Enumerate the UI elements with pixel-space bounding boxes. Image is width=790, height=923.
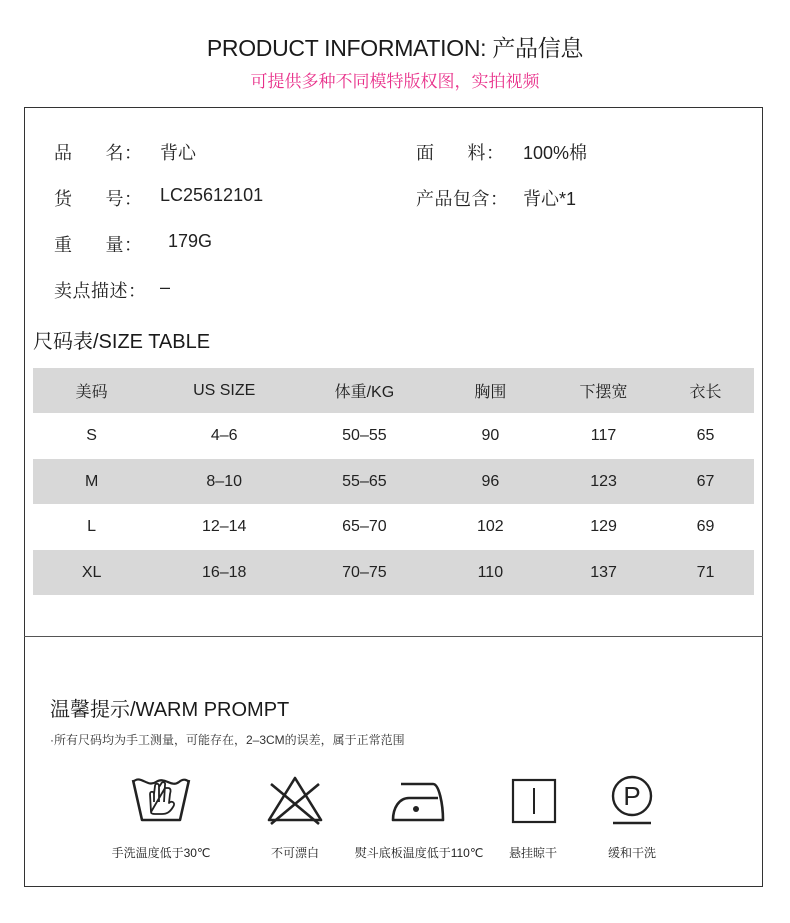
table-cell: 8–10 bbox=[206, 472, 242, 490]
table-cell: 50–55 bbox=[342, 427, 387, 444]
column-header: US SIZE bbox=[193, 381, 256, 399]
care-item-dry-clean bbox=[567, 772, 697, 861]
column-header: 下摆宽 bbox=[579, 384, 628, 401]
care-label: 熨斗底板温度低于110℃ bbox=[354, 846, 484, 860]
care-item-no-bleach bbox=[230, 772, 360, 861]
care-item-hand-wash bbox=[96, 772, 226, 861]
care-label: 悬挂晾干 bbox=[508, 846, 557, 860]
size-table-title: 尺码表/SIZE TABLE bbox=[33, 331, 211, 353]
table-cell: 12–14 bbox=[201, 518, 247, 535]
size-table bbox=[33, 368, 754, 595]
table-cell: 67 bbox=[696, 472, 715, 490]
weight-value: 179G bbox=[168, 231, 213, 251]
table-row bbox=[33, 550, 754, 595]
table-row bbox=[33, 504, 754, 550]
table-cell: 71 bbox=[696, 563, 715, 581]
weight-label: 重 量： bbox=[54, 235, 143, 255]
column-header: 体重/KG bbox=[334, 384, 395, 401]
table-row bbox=[33, 459, 754, 504]
table-cell: 110 bbox=[477, 563, 504, 581]
column-header: 衣长 bbox=[689, 384, 722, 401]
svg-text:P: P bbox=[623, 781, 641, 811]
table-cell: 69 bbox=[696, 518, 715, 535]
column-header: 美码 bbox=[75, 384, 108, 401]
selling-label: 卖点描述： bbox=[54, 281, 147, 301]
selling-value: – bbox=[160, 277, 171, 297]
contents-value: 背心*1 bbox=[523, 189, 577, 209]
table-cell: 102 bbox=[476, 518, 504, 535]
page-subtitle: 可提供多种不同模特版权图，实拍视频 bbox=[250, 72, 540, 91]
table-cell: 123 bbox=[590, 472, 617, 490]
table-cell: 65 bbox=[696, 427, 715, 444]
table-row bbox=[33, 413, 754, 459]
table-cell: M bbox=[84, 472, 99, 490]
section-divider bbox=[24, 636, 763, 637]
care-label: 手洗温度低于30℃ bbox=[111, 846, 211, 860]
table-cell: S bbox=[86, 427, 97, 444]
page-title: PRODUCT INFORMATION: 产品信息 bbox=[206, 35, 584, 61]
care-label: 缓和干洗 bbox=[607, 846, 656, 860]
fabric-label: 面 料： bbox=[416, 143, 505, 163]
dry-clean-icon bbox=[600, 772, 664, 828]
table-cell: 4–6 bbox=[210, 427, 238, 444]
table-cell: XL bbox=[81, 563, 102, 581]
name-value: 背心 bbox=[160, 143, 196, 163]
hang-dry-icon bbox=[501, 772, 565, 828]
size-table-header bbox=[33, 368, 754, 413]
contents-label: 产品包含： bbox=[416, 189, 509, 209]
column-header: 胸围 bbox=[474, 384, 507, 401]
table-cell: 117 bbox=[590, 427, 617, 444]
care-label: 不可漂白 bbox=[270, 846, 319, 860]
table-cell: 70–75 bbox=[342, 563, 387, 581]
table-cell: L bbox=[87, 518, 97, 535]
warm-prompt-title: 温馨提示/WARM PROMPT bbox=[50, 699, 290, 721]
iron-icon bbox=[387, 772, 451, 828]
table-cell: 90 bbox=[481, 427, 500, 444]
name-label: 品 名： bbox=[54, 143, 143, 163]
table-cell: 65–70 bbox=[342, 518, 387, 535]
table-cell: 96 bbox=[481, 472, 500, 490]
hand-wash-icon bbox=[129, 772, 193, 828]
table-cell: 16–18 bbox=[201, 563, 247, 581]
sku-value: LC25612101 bbox=[160, 185, 264, 205]
table-cell: 129 bbox=[590, 518, 617, 535]
measurement-note: ·所有尺码均为手工测量，可能存在，2–3CM的误差，属于正常范围 bbox=[50, 733, 405, 747]
fabric-value: 100%棉 bbox=[523, 143, 588, 163]
sku-label: 货 号： bbox=[54, 189, 143, 209]
no-bleach-icon bbox=[263, 772, 327, 828]
table-cell: 137 bbox=[590, 563, 617, 581]
table-cell: 55–65 bbox=[342, 472, 387, 490]
